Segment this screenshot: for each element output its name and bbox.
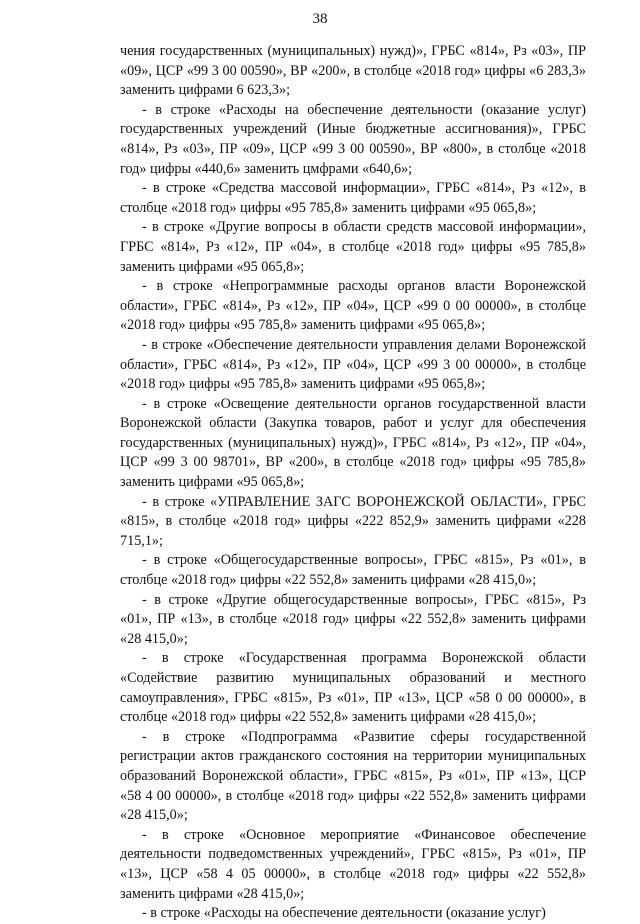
paragraph: - в строке «Подпрограмма «Развитие сферы государственной регистрации актов гражданского состояния на территории муниципальных образований Воронежской области», ГРБС «815», Рз «01», ПР «13», ЦСР «58 4 00 00000», в столбце «2018 год» цифры «22 552,8» заменить цифрами «28 415,0»; [120, 728, 586, 824]
paragraph: - в строке «Расходы на обеспечение деятельности (оказание услуг) государственных учреждений (Иные бюджетные ассигнования)», ГРБС «814», Рз «03», ПР «09», ЦСР «99 3 00 00590», ВР «800», в столбце «2018 год» цифры «440,6» заменить цмфрами «640,6»; [120, 101, 586, 177]
paragraph: - в строке «Освещение деятельности органов государственной власти Воронежской области (Закупка товаров, работ и услуг для обеспечения государственных (муниципальных) нужд)», ГРБС «814», Рз «12», ПР «04», ЦСР «99 3 00 98701», ВР «200», в столбце «2018 год» цифры «95 785,8» заменить цифрами «95 065,8»; [120, 395, 586, 491]
paragraph: - в строке «Общегосударственные вопросы», ГРБС «815», Рз «01», в столбце «2018 год» цифры «22 552,8» заменить цифрами «28 415,0»; [120, 552, 586, 589]
paragraph: - в строке «Непрограммные расходы органов власти Воронежской области», ГРБС «814», Рз «12», ПР «04», ЦСР «99 0 00 00000», в столбце «2018 год» цифры «95 785,8» заменить цифрами «95 065,8»; [120, 278, 586, 334]
paragraph: - в строке «Расходы на обеспечение деятельности (оказание услуг) [142, 905, 546, 922]
paragraph: чения государственных (муниципальных) нужд)», ГРБС «814», Рз «03», ПР «09», ЦСР «99 3 00 00590», ВР «200», в столбце «2018 год» цифры «6 283,3» заменить цифрами 6 623,3»; [120, 43, 586, 99]
paragraph: - в строке «Средства массовой информации», ГРБС «814», Рз «12», в столбце «2018 год» цифры «95 785,8» заменить цифрами «95 065,8»; [120, 180, 586, 216]
paragraph: - в строке «Обеспечение деятельности управления делами Воронежской области», ГРБС «814», Рз «12», ПР «04», ЦСР «99 3 00 00000», в столбце «2018 год» цифры «95 785,8» заменить цифрами «95 065,8»; [120, 336, 586, 393]
document-body [120, 42, 586, 924]
page-number: 38 [312, 11, 328, 27]
paragraph: - в строке «УПРАВЛЕНИЕ ЗАГС ВОРОНЕЖСКОЙ ОБЛАСТИ», ГРБС «815», в столбце «2018 год» цифры «222 852,9» заменить цифрами «228 715,1»; [120, 493, 586, 549]
paragraph: - в строке «Основное мероприятие «Финансовое обеспечение деятельности подведомственных учреждений», ГРБС «815», Рз «01», ПР «13», ЦСР «58 4 05 00000», в столбце «2018 год» цифры «22 552,8» заменить цифрами «28 415,0»; [120, 826, 586, 902]
paragraph: - в строке «Другие общегосударственные вопросы», ГРБС «815», Рз «01», ПР «13», в столбце «2018 год» цифры «22 552,8» заменить цифрами «28 415,0»; [120, 591, 586, 647]
paragraph: - в строке «Другие вопросы в области средств массовой информации», ГРБС «814», Рз «12», ПР «04», в столбце «2018 год» цифры «95 785,8» заменить цифрами «95 065,8»; [120, 219, 586, 275]
paragraph: - в строке «Государственная программа Воронежской области «Содействие развитию муниципальных образований и местного самоуправления», ГРБС «815», Рз «01», ПР «13», ЦСР «58 0 00 00000», в столбце «2018 год» цифры «22 552,8» заменить цифрами «28 415,0»; [120, 650, 586, 726]
